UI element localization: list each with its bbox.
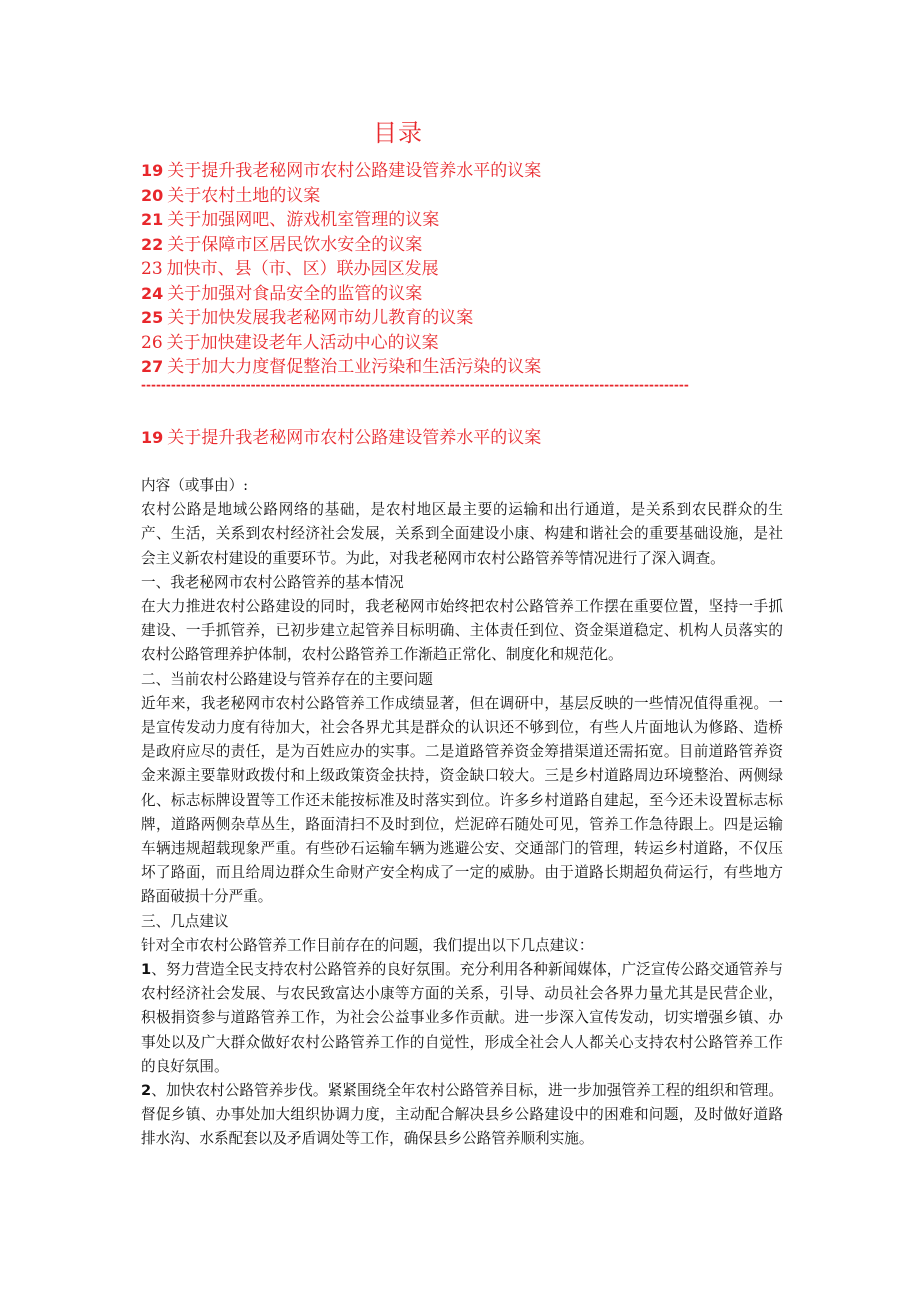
toc-item-number: 23	[141, 259, 163, 279]
suggestion-1	[141, 958, 783, 1079]
toc-item-label: 关于农村土地的议案	[167, 185, 321, 206]
toc-item-number: 19	[141, 161, 164, 180]
suggestion-2-number: 2	[141, 1082, 152, 1100]
toc-item-label: 关于加强对食品安全的监管的议案	[167, 283, 423, 304]
toc-item-number: 27	[141, 357, 164, 376]
toc-item-label: 加快市、县（市、区）联办园区发展	[166, 259, 439, 279]
section-title: 关于提升我老秘网市农村公路建设管养水平的议案	[167, 428, 542, 448]
toc-item-label: 关于保障市区居民饮水安全的议案	[167, 234, 423, 255]
toc-item-number: 20	[141, 185, 164, 205]
suggestion-2	[141, 1079, 783, 1152]
toc-item-label: 关于加强网吧、游戏机室管理的议案	[167, 210, 440, 230]
toc-item[interactable]	[141, 257, 801, 282]
toc-item[interactable]	[141, 306, 801, 331]
paragraph-main-problems: 近年来，我老秘网市农村公路管养工作成绩显著，但在调研中，基层反映的一些情况值得重视。一是宣传发动力度有待加大，社会各界尤其是群众的认识还不够到位，有些人片面地认为修路、造桥是政府应尽的责任，是为百姓应办的实事。二是道路管养资金筹措渠道还需拓宽。目前道路管养资金来源主要靠财政拨付和上级政策资金扶持，资金缺口较大。三是乡村道路周边环境整治、两侧绿化、标志标牌设置等工作还未能按标准及时落实到位。许多乡村道路自建起，至今还未设置标志标牌，道路两侧杂草丛生，路面清扫不及时到位，烂泥碎石随处可见，管养工作急待跟上。四是运输车辆违规超载现象严重。有些砂石运输车辆为逃避公安、交通部门的管理，转运乡村道路，不仅压坏了路面，而且给周边群众生命财产安全构成了一定的威胁。由于道路长期超负荷运行，有些地方路面破损十分严重。	[141, 694, 783, 906]
toc-list	[141, 159, 801, 380]
toc-item-number: 25	[141, 308, 164, 327]
intro-paragraph: 农村公路是地域公路网络的基础，是农村地区最主要的运输和出行通道，是关系到农民群众的生产、生活，关系到农村经济社会发展，关系到全面建设小康、构建和谐社会的重要基础设施，是社会主义新农村建设的重要环节。为此，对我老秘网市农村公路管养等情况进行了深入调查。	[141, 501, 783, 567]
toc-item-number: 21	[141, 210, 164, 229]
content-label: 内容（或事由）:	[141, 477, 249, 494]
section-number: 19	[141, 428, 164, 447]
toc-item[interactable]	[141, 233, 801, 258]
toc-item[interactable]	[141, 282, 801, 307]
paragraph-basic-situation: 在大力推进农村公路建设的同时，我老秘网市始终把农村公路管养工作摆在重要位置，坚持一手抓建设、一手抓管养，已初步建立起管养目标明确、主体责任到位、资金渠道稳定、机构人员落实的农村公路管理养护体制，农村公路管养工作渐趋正常化、制度化和规范化。	[141, 598, 783, 664]
toc-title: 目录	[373, 119, 423, 147]
toc-item-label: 关于加快建设老年人活动中心的议案	[166, 332, 439, 353]
suggestion-1-number: 1	[141, 961, 152, 979]
toc-item-label: 关于提升我老秘网市农村公路建设管养水平的议案	[167, 161, 542, 181]
suggestion-2-text: 、加快农村公路管养步伐。紧紧围绕全年农村公路管养目标，进一步加强管养工程的组织和管理。督促乡镇、办事处加大组织协调力度，主动配合解决县乡公路建设中的困难和问题，及时做好道路排水沟、水系配套以及矛盾调处等工作，确保县乡公路管养顺利实施。	[141, 1082, 783, 1148]
toc-separator: --------------------------------------------------------------------------------------------------------------	[141, 378, 689, 392]
suggestion-1-text: 、努力营造全民支持农村公路管养的良好氛围。充分利用各种新闻媒体，广泛宣传公路交通管养与农村经济社会发展、与农民致富达小康等方面的关系，引导、动员社会各界力量尤其是民营企业，积极捐资参与道路管养工作，为社会公益事业多作贡献。进一步深入宣传发动，切实增强乡镇、办事处以及广大群众做好农村公路管养工作的自觉性，形成全社会人人都关心支持农村公路管养工作的良好氛围。	[141, 961, 783, 1075]
toc-item[interactable]	[141, 159, 801, 184]
toc-item[interactable]	[141, 184, 801, 209]
toc-item-number: 26	[141, 332, 163, 353]
toc-item[interactable]	[141, 208, 801, 233]
toc-item-number: 22	[141, 234, 164, 254]
toc-item[interactable]	[141, 355, 801, 380]
section-heading	[141, 425, 541, 451]
toc-item[interactable]	[141, 331, 801, 356]
heading-basic-situation: 一、我老秘网市农村公路管养的基本情况	[141, 573, 404, 591]
heading-suggestions: 三、几点建议	[141, 912, 229, 930]
toc-item-label: 关于加大力度督促整治工业污染和生活污染的议案	[167, 357, 542, 377]
paragraph-suggestions-intro: 针对全市农村公路管养工作目前存在的问题，我们提出以下几点建议：	[141, 936, 594, 954]
toc-item-number: 24	[141, 283, 164, 303]
heading-main-problems: 二、当前农村公路建设与管养存在的主要问题	[141, 670, 433, 688]
document-body	[141, 474, 783, 1152]
toc-item-label: 关于加快发展我老秘网市幼儿教育的议案	[167, 308, 474, 328]
